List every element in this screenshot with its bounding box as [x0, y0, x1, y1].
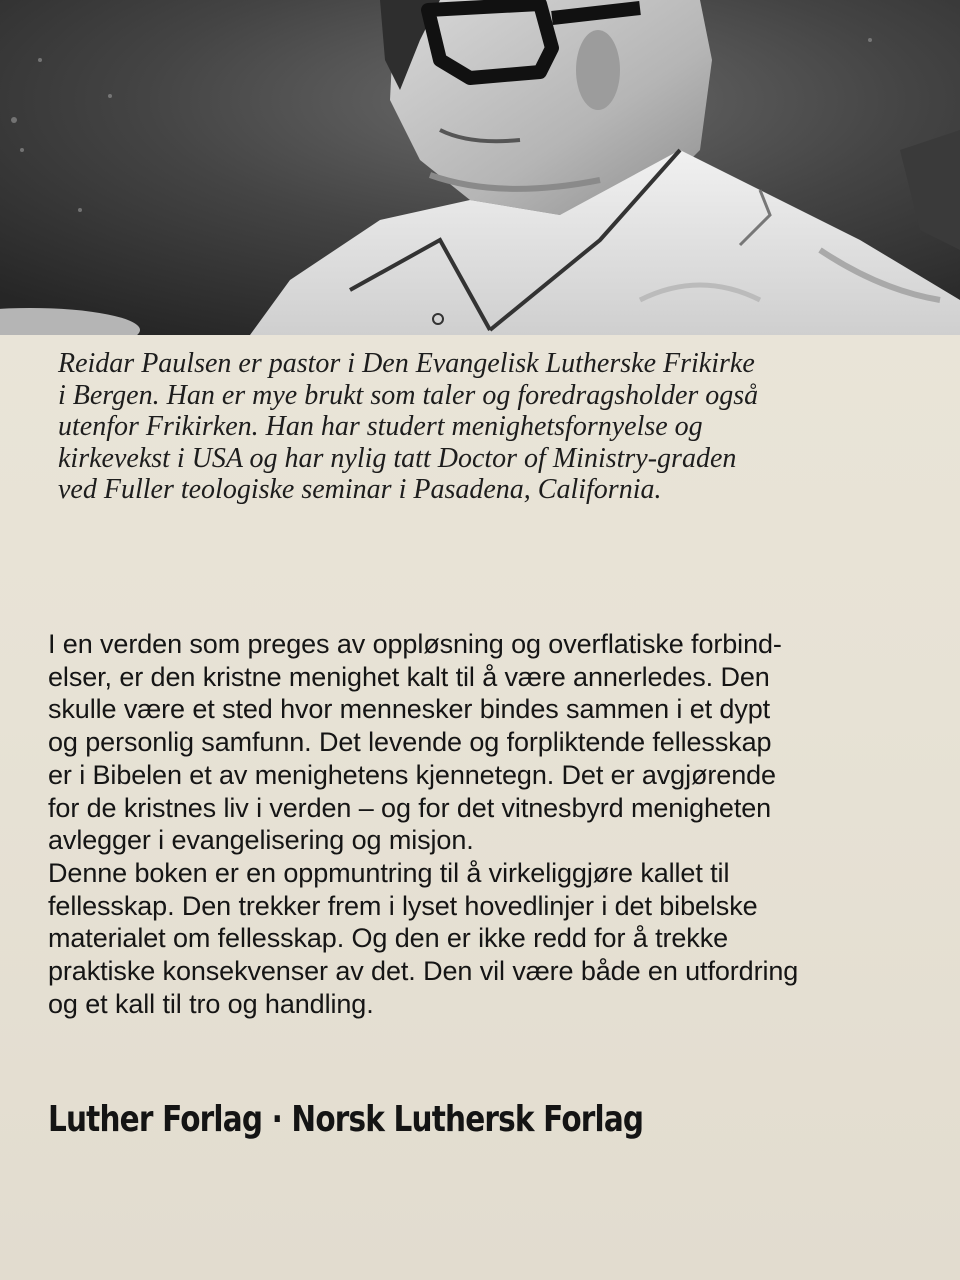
description-line: for de kristnes liv i verden – og for det vitnesbyrd menigheten [48, 792, 772, 823]
bio-line: Reidar Paulsen er pastor i Den Evangelisk Lutherske Frikirke [58, 348, 755, 379]
book-description [48, 628, 948, 1020]
bio-line: utenfor Frikirken. Han har studert menighetsfornyelse og [58, 411, 703, 442]
description-line: skulle være et sted hvor mennesker bindes sammen i et dypt [48, 694, 771, 725]
publisher-imprint: Luther Forlag · Norsk Luthersk Forlag [48, 1099, 644, 1140]
bio-line: ved Fuller teologiske seminar i Pasadena, California. [58, 474, 662, 505]
description-line: Denne boken er en oppmuntring til å virkeliggjøre kallet til [48, 857, 730, 888]
description-line: er i Bibelen et av menighetens kjennetegn. Det er avgjørende [48, 759, 776, 790]
description-line: materialet om fellesskap. Og den er ikke redd for å trekke [48, 923, 729, 954]
description-line: og et kall til tro og handling. [48, 988, 374, 1019]
description-line: I en verden som preges av oppløsning og overflatiske forbind- [48, 629, 782, 659]
bio-line: kirkevekst i USA og har nylig tatt Doctor of Ministry-graden [58, 442, 737, 474]
description-line: praktiske konsekvenser av det. Den vil være både en utfordring [48, 956, 799, 987]
description-line: fellesskap. Den trekker frem i lyset hovedlinjer i det bibelske [48, 890, 758, 921]
description-line: elser, er den kristne menighet kalt til å være annerledes. Den [48, 661, 770, 692]
bio-line: i Bergen. Han er mye brukt som taler og foredragsholder også [58, 379, 759, 411]
description-line: avlegger i evangelisering og misjon. [48, 825, 474, 856]
description-line: og personlig samfunn. Det levende og forpliktende fellesskap [48, 727, 772, 758]
author-bio [58, 348, 938, 506]
author-photo [0, 0, 960, 335]
